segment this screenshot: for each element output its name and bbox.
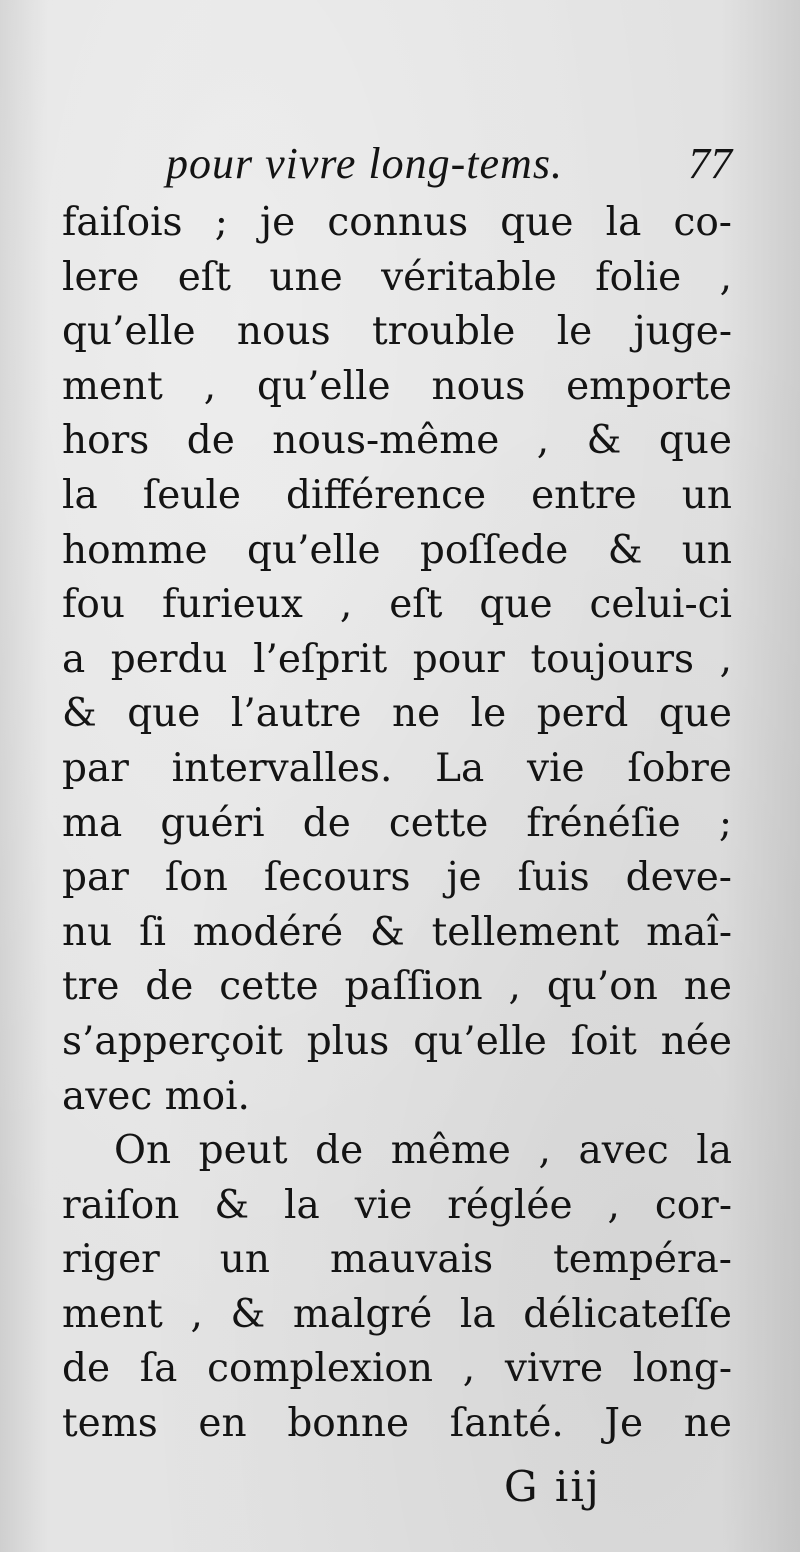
text-line: ment , qu’elle nous emporte — [62, 363, 732, 409]
text-line: nu ſi modéré & tellement maî- — [62, 909, 732, 955]
text-line-paragraph-end: avec moi. — [62, 1073, 250, 1119]
signature-mark: G iij — [504, 1462, 601, 1511]
text-line: hors de nous-même , & que — [62, 418, 732, 464]
running-head: pour vivre long-tems. — [166, 139, 563, 188]
text-line: a perdu l’eſprit pour toujours , — [62, 636, 732, 682]
text-line: tems en bonne ſanté. Je ne — [62, 1401, 732, 1447]
text-line: ment , & malgré la délicateſſe — [62, 1291, 732, 1337]
page-header — [160, 138, 732, 198]
text-line: par ſon ſecours je ſuis deve- — [62, 855, 732, 901]
text-line: raiſon & la vie réglée , cor- — [62, 1182, 732, 1228]
text-line: qu’elle nous trouble le juge- — [62, 309, 732, 355]
text-line-paragraph-start: On peut de même , avec la — [114, 1128, 732, 1174]
text-line: de ſa complexion , vivre long- — [62, 1346, 732, 1392]
text-line: par intervalles. La vie ſobre — [62, 745, 732, 791]
text-line: s’apperçoit plus qu’elle ſoit née — [62, 1018, 732, 1064]
text-line: riger un mauvais tempéra- — [62, 1237, 732, 1283]
text-line: homme qu’elle poſſede & un — [62, 527, 732, 573]
text-line: lere eſt une véritable folie , — [62, 254, 732, 300]
page-number: 77 — [688, 139, 732, 188]
text-line: la ſeule différence entre un — [62, 472, 732, 518]
text-line: faiſois ; je connus que la co- — [62, 200, 732, 245]
text-line: & que l’autre ne le perd que — [62, 691, 732, 737]
body-text — [62, 196, 732, 1452]
text-line: ma guéri de cette frénéſie ; — [62, 800, 732, 846]
text-line: tre de cette paſſion , qu’on ne — [62, 964, 732, 1010]
text-line: fou furieux , eſt que celui-ci — [62, 582, 732, 628]
